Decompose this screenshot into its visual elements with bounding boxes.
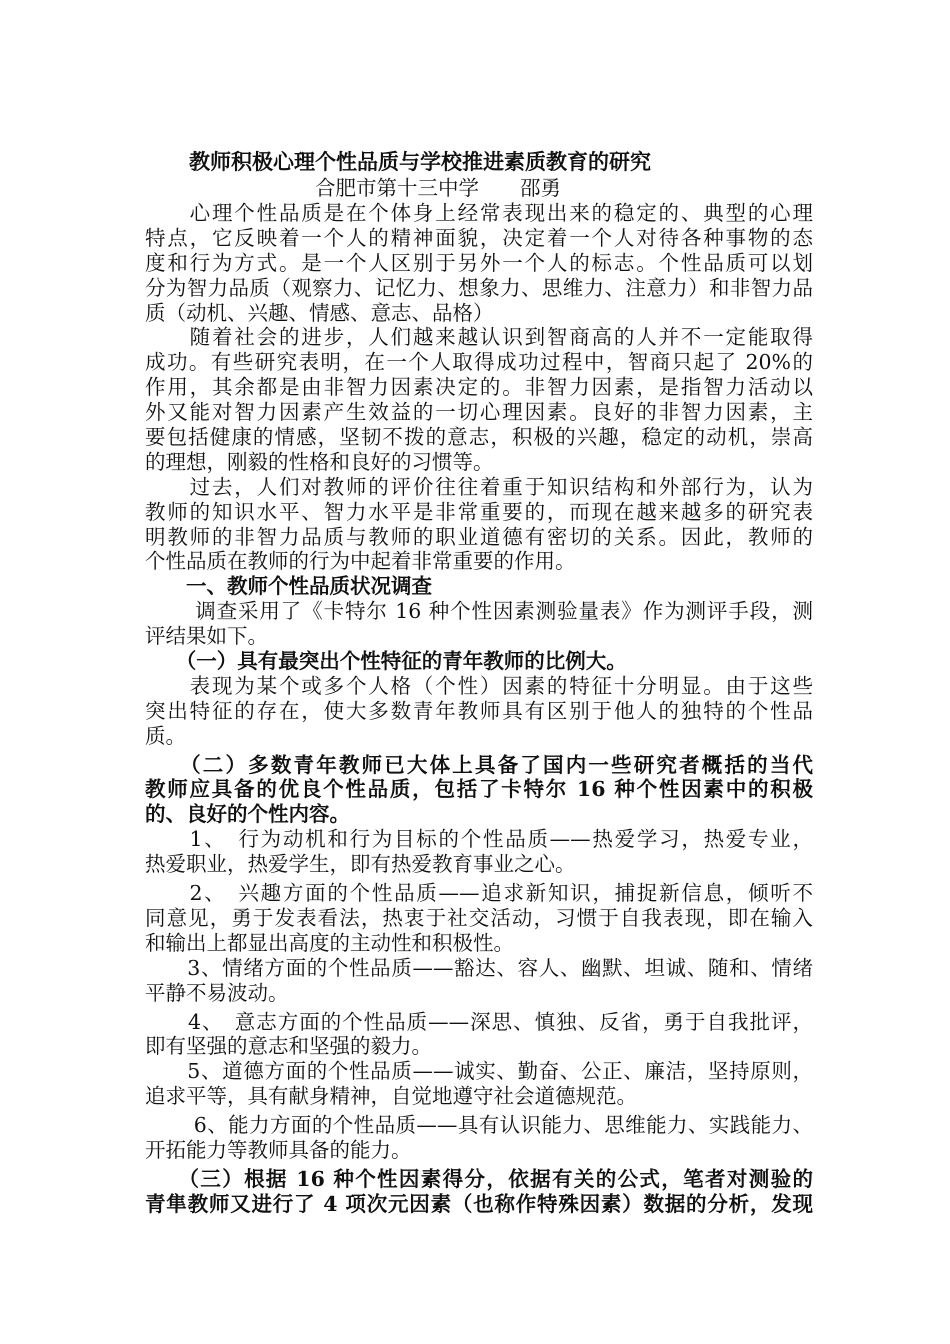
text-line: 过去，人们对教师的评价往往着重于知识结构和外部行为，认为 <box>145 474 813 499</box>
text-line: 评结果如下。 <box>145 624 268 649</box>
text-line: 心理个性品质是在个体身上经常表现出来的稳定的、典型的心理 <box>145 201 813 225</box>
text-line: 质。 <box>145 723 186 748</box>
text-line: 追求平等，具有献身精神，自觉地遵守社会道德规范。 <box>145 1084 637 1109</box>
text-line: 即有坚强的意志和坚强的毅力。 <box>145 1034 432 1059</box>
text-line: 热爱职业，热爱学生，即有热爱教育事业之心。 <box>145 852 576 877</box>
text-line: 的理想，刚毅的性格和良好的习惯等。 <box>145 449 494 474</box>
text-line: 作用，其余都是由非智力因素决定的。非智力因素，是指智力活动以 <box>145 375 813 400</box>
text-line: 调查采用了《卡特尔 16 种个性因素测验量表》作为测评手段，测 <box>145 599 813 624</box>
text-line: 质（动机、兴趣、情感、意志、品格） <box>145 300 494 325</box>
text-line: 1、 行为动机和行为目标的个性品质——热爱学习，热爱专业， <box>145 827 813 852</box>
text-line: 3、情绪方面的个性品质——豁达、容人、幽默、坦诚、随和、情绪 <box>145 955 813 980</box>
text-line: 2、 兴趣方面的个性品质——追求新知识，捕捉新信息，倾听不 <box>145 881 813 906</box>
text-line: 同意见，勇于发表看法，热衷于社交活动，习惯于自我表现，即在输入 <box>145 905 813 930</box>
text-line: 随着社会的进步，人们越来越认识到智商高的人并不一定能取得 <box>145 325 813 350</box>
heading-line: （三）根据 16 种个性因素得分，依据有关的公式，笔者对测验的 <box>145 1166 813 1191</box>
text-line: 特点，它反映着一个人的精神面貌，决定着一个人对待各种事物的态 <box>145 225 813 250</box>
text-line: 突出特征的存在，使大多数青年教师具有区别于他人的独特的个性品 <box>145 698 813 723</box>
text-line: 明教师的非智力品质与教师的职业道德有密切的关系。因此，教师的 <box>145 524 813 549</box>
heading-line: （二）多数青年教师已大体上具备了国内一些研究者概括的当代 <box>145 752 813 777</box>
text-line: 开拓能力等教师具备的能力。 <box>145 1137 412 1162</box>
text-line: 4、 意志方面的个性品质——深思、慎独、反省，勇于自我批评， <box>145 1009 813 1034</box>
text-line: 要包括健康的情感，坚韧不拨的意志，积极的兴趣，稳定的动机，崇高 <box>145 425 813 450</box>
document-page <box>145 148 813 1217</box>
text-line: 分为智力品质（观察力、记忆力、想象力、思维力、注意力）和非智力品 <box>145 275 813 300</box>
text-line: 5、道德方面的个性品质——诚实、勤奋、公正、廉洁，坚持原则， <box>145 1059 813 1084</box>
heading-line: 教师应具备的优良个性品质，包括了卡特尔 16 种个性因素中的积极 <box>145 777 813 802</box>
document-author: 合肥市第十三中学 邵勇 <box>315 176 561 200</box>
heading-line: （一）具有最突出个性特征的青年教师的比例大。 <box>145 649 627 674</box>
text-line: 个性品质在教师的行为中起着非常重要的作用。 <box>145 549 576 574</box>
text-line: 度和行为方式。是一个人区别于另外一个人的标志。个性品质可以划 <box>145 250 813 275</box>
document-body <box>145 201 813 1217</box>
heading-line: 青隼教师又进行了 4 项次元因素（也称作特殊因素）数据的分析，发现 <box>145 1191 813 1216</box>
document-title: 教师积极心理个性品质与学校推进素质教育的研究 <box>189 149 651 174</box>
text-line: 教师的知识水平、智力水平是非常重要的，而现在越来越多的研究表 <box>145 499 813 524</box>
text-line: 表现为某个或多个人格（个性）因素的特征十分明显。由于这些 <box>145 673 813 698</box>
text-line: 和输出上都显出高度的主动性和积极性。 <box>145 930 514 955</box>
text-line: 6、能力方面的个性品质——具有认识能力、思维能力、实践能力、 <box>145 1113 813 1138</box>
heading-line: 一、教师个性品质状况调查 <box>145 574 432 599</box>
text-line: 外又能对智力因素产生效益的一切心理因素。良好的非智力因素，主 <box>145 400 813 425</box>
text-line: 成功。有些研究表明，在一个人取得成功过程中，智商只起了 20%的 <box>145 350 813 375</box>
text-line: 平静不易波动。 <box>145 980 289 1005</box>
heading-line: 的、良好的个性内容。 <box>145 802 350 827</box>
